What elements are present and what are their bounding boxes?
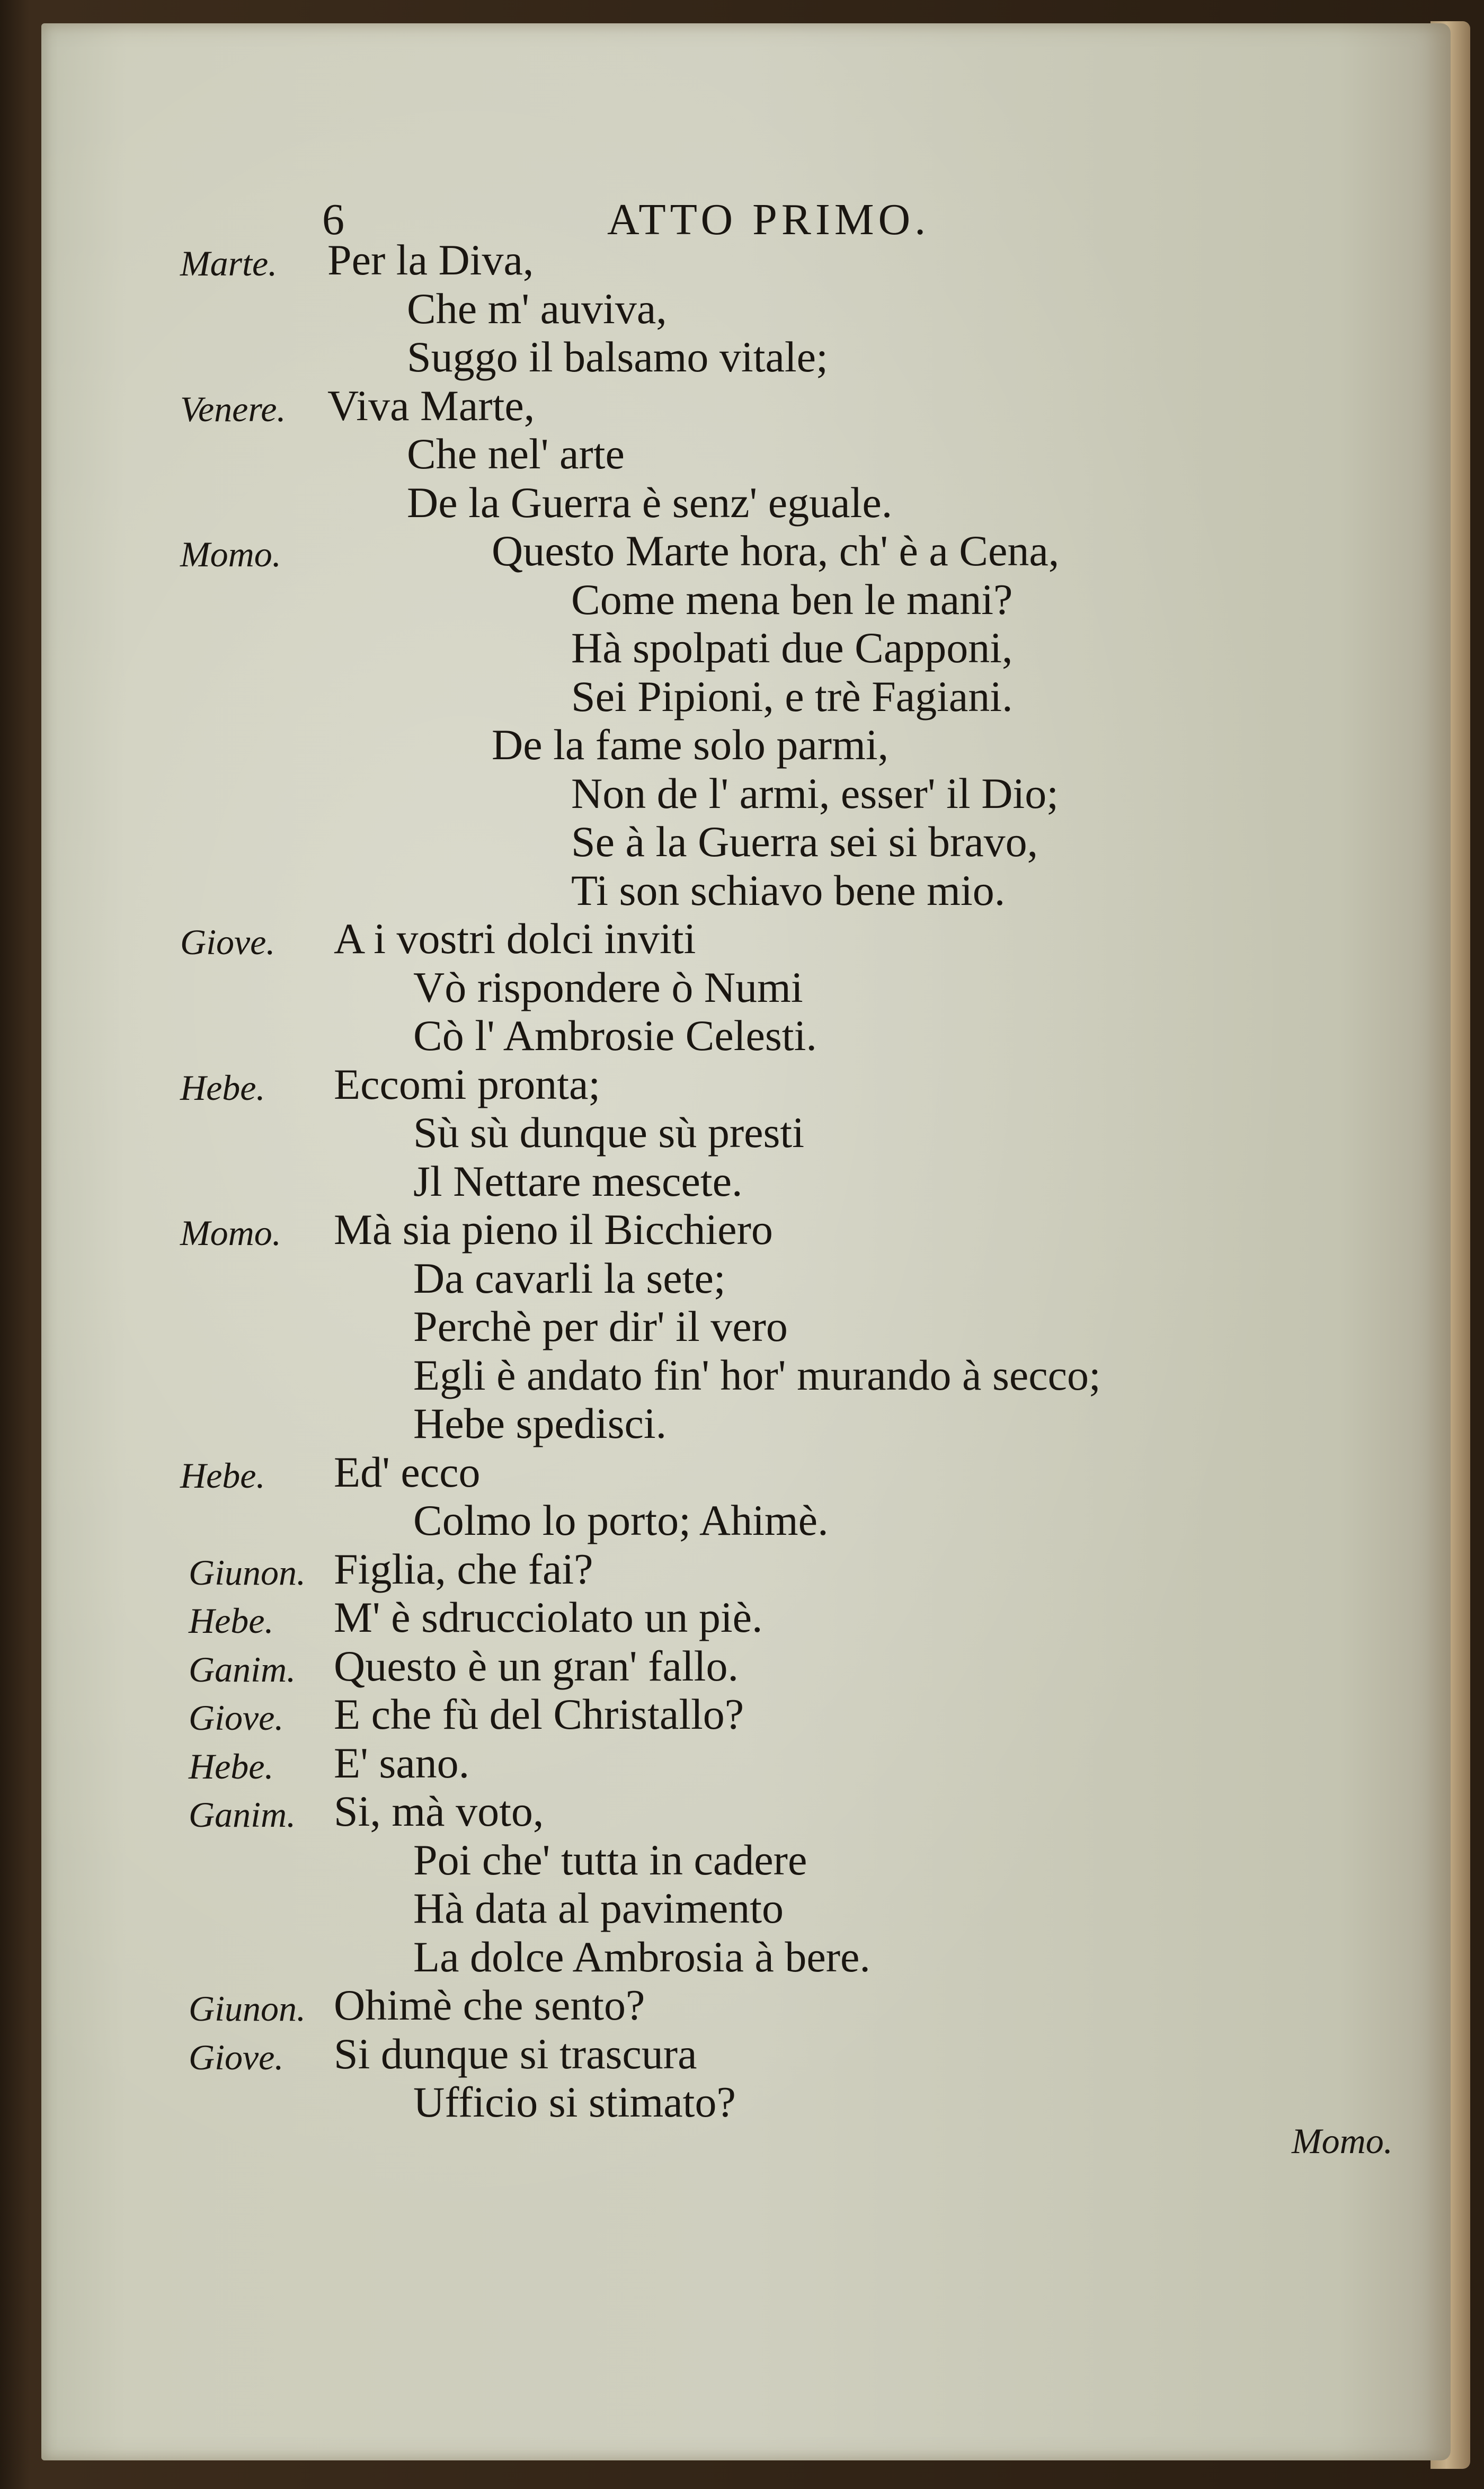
verse-text: Non de l' armi, esser' il Dio; xyxy=(571,769,1059,817)
verse-text: Che m' auviva, xyxy=(407,284,667,333)
verse-text: Si, mà voto, xyxy=(334,1787,544,1835)
verse-text: Ohimè che sento? xyxy=(334,1981,645,2029)
verse-text: Viva Marte, xyxy=(327,381,535,430)
verse-text: Come mena ben le mani? xyxy=(571,575,1013,624)
verse-text: Colmo lo porto; Ahimè. xyxy=(413,1496,829,1544)
speaker-name: Ganim. xyxy=(189,1649,296,1690)
page-number: 6 xyxy=(322,195,349,244)
book-page xyxy=(41,23,1451,2460)
verse-text: Egli è andato fin' hor' murando à secco; xyxy=(413,1350,1101,1399)
verse-text: Sei Pipioni, e trè Fagiani. xyxy=(571,672,1013,721)
verse-text: Ed' ecco xyxy=(334,1447,481,1496)
verse-text: Mà sia pieno il Bicchiero xyxy=(334,1205,773,1254)
verse-text: Poi che' tutta in cadere xyxy=(413,1835,807,1884)
verse-text: M' è sdrucciolato un piè. xyxy=(334,1593,763,1641)
catchword: Momo. xyxy=(1292,2121,1393,2161)
verse-text: Eccomi pronta; xyxy=(334,1060,601,1108)
verse-text: Questo Marte hora, ch' è a Cena, xyxy=(492,527,1060,575)
speaker-name: Giunon. xyxy=(189,1552,306,1593)
speaker-name: Momo. xyxy=(180,534,281,574)
verse-text: Ufficio si stimato? xyxy=(413,2078,736,2126)
speaker-name: Giunon. xyxy=(189,1988,306,2029)
speaker-name: Hebe. xyxy=(189,1601,274,1641)
verse-text: Che nel' arte xyxy=(407,430,625,478)
verse-text: E che fù del Christallo? xyxy=(334,1690,744,1738)
verse-text: Hà data al pavimento xyxy=(413,1884,784,1932)
verse-text: Si dunque si trascura xyxy=(334,2029,697,2078)
verse-text: E' sano. xyxy=(334,1738,470,1787)
verse-text: Figlia, che fai? xyxy=(334,1544,593,1593)
speaker-name: Giove. xyxy=(180,922,276,962)
verse-text: Jl Nettare mescete. xyxy=(413,1157,743,1205)
speaker-name: Hebe. xyxy=(180,1067,265,1108)
speaker-name: Hebe. xyxy=(180,1455,265,1496)
speaker-name: Giove. xyxy=(189,1697,284,1738)
speaker-name: Giove. xyxy=(189,2037,284,2077)
verse-text: A i vostri dolci inviti xyxy=(334,914,696,963)
verse-text: De la Guerra è senz' eguale. xyxy=(407,478,893,527)
speaker-name: Hebe. xyxy=(189,1746,274,1786)
verse-text: Vò rispondere ò Numi xyxy=(413,963,803,1011)
verse-text: La dolce Ambrosia à bere. xyxy=(413,1932,870,1981)
verse-text: Suggo il balsamo vitale; xyxy=(407,333,828,381)
verse-text: Ti son schiavo bene mio. xyxy=(571,866,1006,914)
verse-text: Perchè per dir' il vero xyxy=(413,1302,788,1350)
verse-text: Questo è un gran' fallo. xyxy=(334,1641,739,1690)
verse-text: Sù sù dunque sù presti xyxy=(413,1108,804,1157)
verse-text: De la fame solo parmi, xyxy=(492,721,889,769)
speaker-name: Momo. xyxy=(180,1213,281,1253)
verse-text: Cò l' Ambrosie Celesti. xyxy=(413,1011,817,1060)
running-title: ATTO PRIMO. xyxy=(607,195,930,244)
speaker-name: Venere. xyxy=(180,388,286,429)
speaker-name: Marte. xyxy=(180,243,278,283)
verse-text: Se à la Guerra sei si bravo, xyxy=(571,817,1038,866)
verse-text: Hà spolpati due Capponi, xyxy=(571,624,1013,672)
verse-text: Hebe spedisci. xyxy=(413,1399,667,1447)
speaker-name: Ganim. xyxy=(189,1794,296,1835)
verse-text: Da cavarli la sete; xyxy=(413,1254,726,1302)
verse-text: Per la Diva, xyxy=(327,236,534,284)
